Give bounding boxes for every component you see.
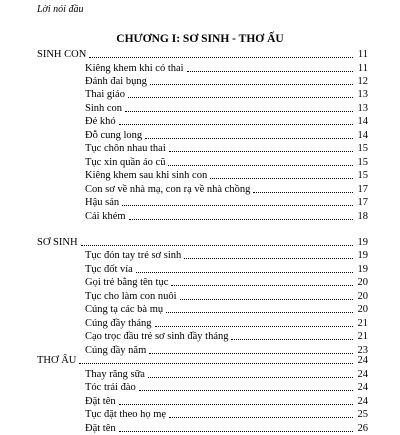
toc-entry[interactable] — [85, 422, 368, 435]
toc-entry[interactable] — [85, 62, 368, 75]
toc-entry[interactable] — [85, 169, 368, 182]
dot-leader — [155, 325, 354, 327]
toc-page-number: 26 — [357, 423, 368, 434]
toc-section[interactable] — [37, 354, 368, 367]
dot-leader — [253, 191, 353, 193]
toc-section-title: SƠ SINH — [37, 237, 78, 248]
toc-page-number: 20 — [357, 277, 368, 288]
dot-leader — [119, 123, 353, 125]
toc-page-number: 20 — [357, 304, 368, 315]
toc-entry[interactable] — [85, 276, 368, 289]
toc-entry-label: Cái khém — [85, 211, 126, 222]
toc-entry-label: Cạo trọc đầu trẻ sơ sinh đầy tháng — [85, 331, 229, 342]
toc-entry-label: Tóc trái đào — [85, 382, 136, 393]
dot-leader — [89, 56, 353, 58]
toc-entry-label: Thay răng sữa — [85, 369, 145, 380]
toc-entry-label: Hậu sản — [85, 197, 120, 208]
dot-leader — [136, 271, 353, 273]
toc-entry-label: Tục đốt vía — [85, 264, 133, 275]
toc-page-number: 13 — [357, 103, 368, 114]
toc-page-number: 14 — [357, 116, 368, 127]
toc-page-number: 21 — [357, 331, 368, 342]
toc-page-number: 24 — [357, 369, 368, 380]
toc-entry-label: Sinh con — [85, 103, 123, 114]
dot-leader — [122, 204, 353, 206]
toc-page-number: 24 — [357, 396, 368, 407]
toc-section[interactable] — [37, 48, 368, 61]
toc-entry[interactable] — [85, 381, 368, 394]
dot-leader — [139, 389, 353, 391]
toc-page-number: 17 — [357, 184, 368, 195]
toc-entry[interactable] — [85, 303, 368, 316]
toc-entry[interactable] — [85, 317, 368, 330]
dot-leader — [169, 150, 353, 152]
toc-page-number: 17 — [357, 197, 368, 208]
toc-entry[interactable] — [85, 330, 368, 343]
dot-leader — [169, 416, 353, 418]
dot-leader — [166, 311, 353, 313]
toc-entry[interactable] — [85, 183, 368, 196]
dot-leader — [129, 218, 353, 220]
toc-entry[interactable] — [85, 75, 368, 88]
toc-entry[interactable] — [85, 102, 368, 115]
toc-entry[interactable] — [85, 368, 368, 381]
dot-leader — [210, 177, 353, 179]
dot-leader — [187, 70, 353, 72]
dot-leader — [119, 403, 353, 405]
toc-page-number: 19 — [357, 250, 368, 261]
toc-entry-label: Tục cho làm con nuôi — [85, 291, 177, 302]
toc-page-number: 19 — [357, 264, 368, 275]
toc-page-number: 20 — [357, 291, 368, 302]
toc-entry-label: Đẻ khó — [85, 116, 116, 127]
dot-leader — [148, 376, 353, 378]
toc-entry-label: Đặt tên — [85, 423, 116, 434]
toc-page-number: 19 — [357, 237, 368, 248]
toc-entry-label: Tục xin quần áo cũ — [85, 157, 166, 168]
toc-page-number: 23 — [357, 345, 368, 356]
dot-leader — [184, 257, 353, 259]
toc-entry-label: Đặt tên — [85, 396, 116, 407]
toc-entry[interactable] — [85, 156, 368, 169]
dot-leader — [150, 83, 353, 85]
chapter-title: CHƯƠNG I: SƠ SINH - THƠ ẤU — [116, 33, 284, 45]
toc-entry[interactable] — [85, 249, 368, 262]
toc-entry[interactable] — [85, 196, 368, 209]
toc-entry[interactable] — [85, 115, 368, 128]
toc-entry[interactable] — [85, 210, 368, 223]
toc-page-number: 11 — [357, 49, 368, 60]
toc-entry-label: Kiêng khem sau khi sinh con — [85, 170, 208, 181]
toc-page-number: 25 — [357, 409, 368, 420]
toc-entry-label: Cúng tạ các bà mụ — [85, 304, 164, 315]
toc-page-number: 14 — [357, 130, 368, 141]
toc-entry-label: Gọi trẻ bằng tên tục — [85, 277, 169, 288]
toc-entry-label: Thai giáo — [85, 89, 125, 100]
dot-leader — [145, 137, 353, 139]
toc-entry[interactable] — [85, 142, 368, 155]
dot-leader — [79, 362, 353, 364]
toc-entry-label: Tục đặt theo họ mẹ — [85, 409, 167, 420]
toc-page-number: 21 — [357, 318, 368, 329]
toc-entry-label: Tục chôn nhau thai — [85, 143, 166, 154]
dot-leader — [119, 430, 353, 432]
toc-entry-label: Đỗ cung long — [85, 130, 143, 141]
dot-leader — [168, 164, 353, 166]
dot-leader — [180, 298, 353, 300]
dot-leader — [231, 338, 353, 340]
toc-page-number: 24 — [357, 382, 368, 393]
dot-leader — [81, 244, 353, 246]
dot-leader — [128, 96, 353, 98]
toc-page-number: 18 — [357, 211, 368, 222]
toc-page-number: 15 — [357, 170, 368, 181]
toc-section-title: SINH CON — [37, 49, 87, 60]
toc-entry[interactable] — [85, 290, 368, 303]
toc-entry[interactable] — [85, 129, 368, 142]
toc-page-number: 24 — [357, 355, 368, 366]
toc-entry-label: Con sơ về nhà mạ, con rạ về nhà chồng — [85, 184, 251, 195]
toc-section[interactable] — [37, 236, 368, 249]
toc-entry-label: Đánh đai bụng — [85, 76, 147, 87]
toc-entry-label: Tục đón tay trẻ sơ sinh — [85, 250, 182, 261]
toc-page-number: 13 — [357, 89, 368, 100]
toc-entry-label: Cúng đầy tháng — [85, 318, 152, 329]
toc-entry[interactable] — [85, 408, 368, 421]
toc-entry[interactable] — [85, 395, 368, 408]
toc-page-number: 12 — [357, 76, 368, 87]
toc-section-title: THƠ ẤU — [37, 355, 77, 366]
dot-leader — [171, 284, 353, 286]
toc-page-number: 15 — [357, 157, 368, 168]
toc-entry-label: Kiêng khem khi có thai — [85, 63, 184, 74]
toc-page-number: 11 — [357, 63, 368, 74]
dot-leader — [125, 110, 353, 112]
toc-entry-label: Cúng đầy năm — [85, 345, 147, 356]
toc-page-number: 15 — [357, 143, 368, 154]
toc-entry[interactable] — [85, 263, 368, 276]
toc-entry[interactable] — [85, 88, 368, 101]
preface-heading: Lời nói đầu — [37, 4, 84, 15]
